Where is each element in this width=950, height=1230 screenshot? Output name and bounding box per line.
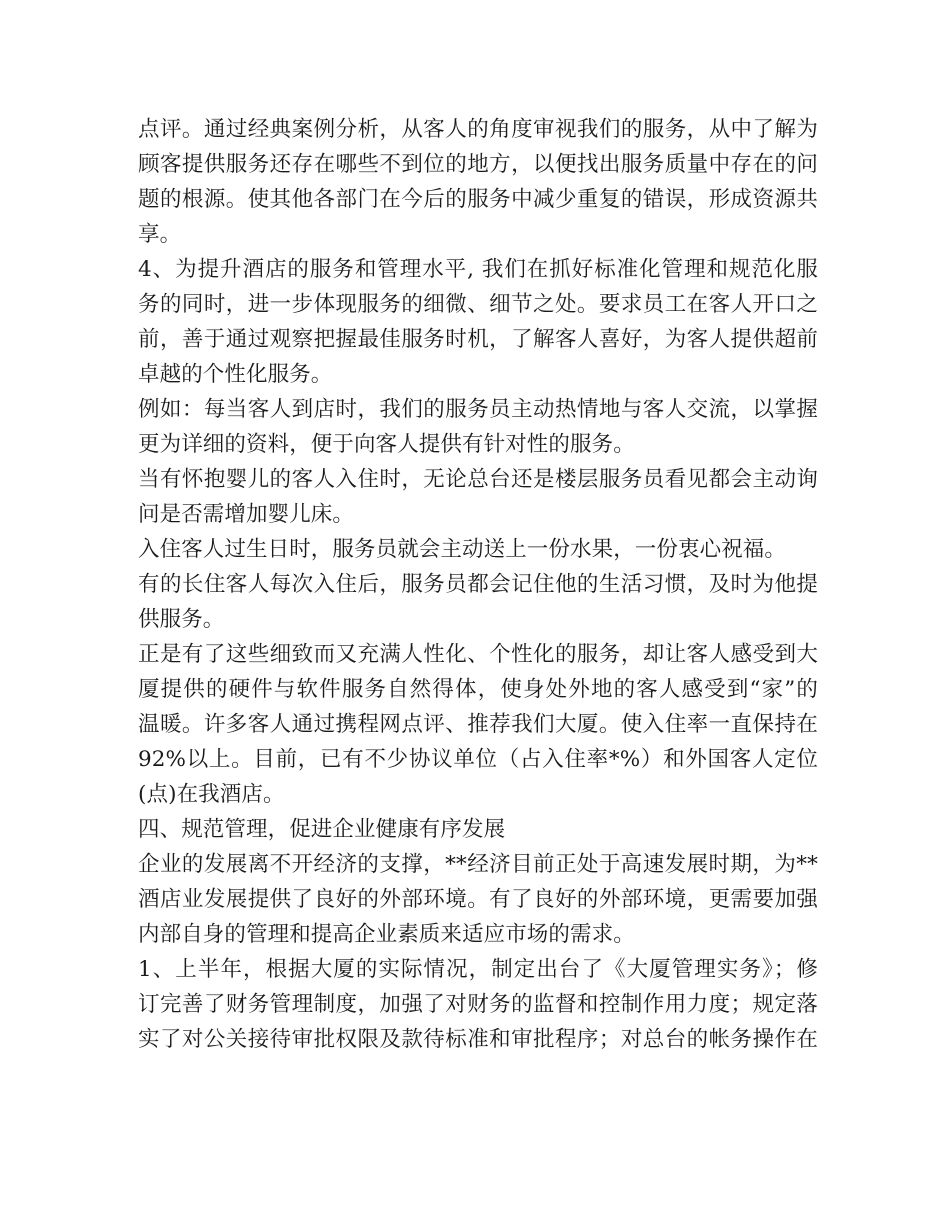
text-line: 供服务。 [138, 607, 225, 632]
text-line: 更为详细的资料，便于向客人提供有针对性的服务。 [138, 432, 635, 457]
text-line: 厦提供的硬件与软件服务自然得体，使身处外地的客人感受到“家”的 [138, 677, 818, 702]
text-line: 前，善于通过观察把握最佳服务时机，了解客人喜好，为客人提供超前 [138, 327, 818, 352]
text-line: 入住客人过生日时，服务员就会主动送上一份水果，一份衷心祝福。 [138, 537, 787, 562]
text-line: 享。 [138, 222, 182, 247]
text-line: 问是否需增加婴儿床。 [138, 502, 355, 527]
text-line: 务的同时，进一步体现服务的细微、细节之处。要求员工在客人开口之 [138, 292, 818, 317]
text-line: 4、为提升酒店的服务和管理水平, 我们在抓好标准化管理和规范化服 [138, 257, 818, 282]
text-line: 题的根源。使其他各部门在今后的服务中减少重复的错误，形成资源共 [138, 187, 818, 212]
text-line: 例如：每当客人到店时，我们的服务员主动热情地与客人交流，以掌握 [138, 397, 818, 422]
text-line: 92%以上。目前，已有不少协议单位（占入住率*%）和外国客人定位 [138, 747, 818, 772]
text-line: 温暖。许多客人通过携程网点评、推荐我们大厦。使入住率一直保持在 [138, 712, 818, 737]
text-line: 1、上半年，根据大厦的实际情况，制定出台了《大厦管理实务》；修 [138, 957, 818, 982]
text-line: 卓越的个性化服务。 [138, 362, 333, 387]
text-line: 实了对公关接待审批权限及款待标准和审批程序；对总台的帐务操作在 [138, 1027, 818, 1052]
section-heading: 四、规范管理，促进企业健康有序发展 [138, 817, 506, 842]
text-line: 顾客提供服务还存在哪些不到位的地方，以便找出服务质量中存在的问 [138, 152, 818, 177]
text-line: 正是有了这些细致而又充满人性化、个性化的服务，却让客人感受到大 [138, 642, 818, 667]
text-line: 酒店业发展提供了良好的外部环境。有了良好的外部环境，更需要加强 [138, 887, 818, 912]
text-line: 订完善了财务管理制度，加强了对财务的监督和控制作用力度；规定落 [138, 992, 818, 1017]
text-line: 当有怀抱婴儿的客人入住时，无论总台还是楼层服务员看见都会主动询 [138, 467, 818, 492]
text-line: 有的长住客人每次入住后，服务员都会记住他的生活习惯，及时为他提 [138, 572, 818, 597]
text-line: 内部自身的管理和提高企业素质来适应市场的需求。 [138, 922, 635, 947]
text-line: 点评。通过经典案例分析，从客人的角度审视我们的服务，从中了解为 [138, 117, 818, 142]
text-line: (点)在我酒店。 [138, 782, 285, 807]
text-line: 企业的发展离不开经济的支撑，**经济目前正处于高速发展时期，为** [138, 852, 818, 877]
document-body [138, 112, 818, 1057]
